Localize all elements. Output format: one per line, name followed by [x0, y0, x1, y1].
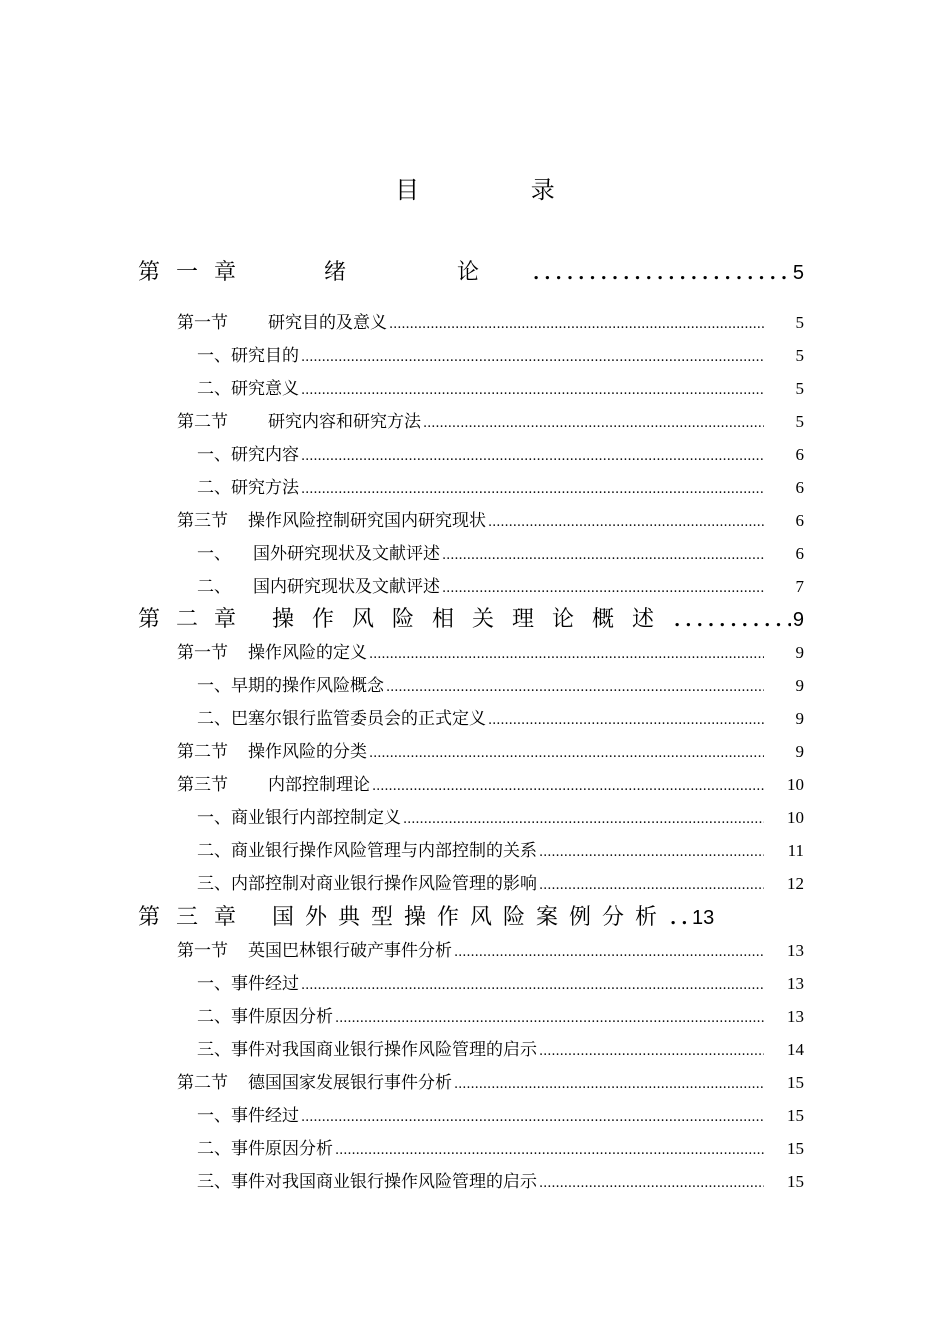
toc-section-label [177, 936, 452, 961]
toc-subsection-label [197, 572, 440, 597]
toc-chapter-title: 国外典型操作风险案例分析 [272, 905, 669, 930]
toc-subsection-label [197, 1167, 537, 1192]
toc-section-label [177, 638, 367, 663]
toc-subsection-label [197, 1002, 333, 1027]
toc-chapter-label [138, 602, 672, 633]
toc-chapter-title: 绪 论 [324, 260, 532, 285]
toc-subsection-number: 二、 [197, 841, 231, 861]
toc-subsection-title: 事件对我国商业银行操作风险管理的启示 [231, 1172, 537, 1192]
toc-section[interactable] [177, 308, 804, 334]
toc-section-title: 德国国家发展银行事件分析 [248, 1073, 452, 1093]
toc-page-number: 10 [787, 808, 804, 827]
toc-subsection-label [197, 803, 401, 828]
page-title: 目 录 [395, 176, 607, 204]
toc-subsection-title: 事件经过 [231, 974, 299, 994]
toc-leader-dots [488, 515, 764, 530]
toc-subsection-number: 二、 [197, 709, 231, 729]
toc-subsection-title: 国外研究现状及文献评述 [253, 544, 440, 564]
toc-subsection-title: 研究内容 [231, 445, 299, 465]
toc-subsection[interactable] [197, 836, 804, 862]
toc-leader-dots [442, 581, 764, 596]
toc-subsection-number: 一、 [197, 544, 231, 564]
toc-leader-dots [301, 383, 764, 398]
toc-chapter-1[interactable] [138, 255, 804, 289]
toc-section[interactable] [177, 506, 804, 532]
toc-subsection[interactable] [197, 572, 804, 598]
toc-page-number: 13 [787, 974, 804, 993]
toc-subsection-number: 一、 [197, 445, 231, 465]
toc-subsection-label [197, 869, 537, 894]
toc-section[interactable] [177, 638, 804, 664]
toc-leader-dots [539, 845, 764, 860]
toc-leader-dots [301, 482, 764, 497]
toc-page-number: 5 [795, 346, 804, 365]
toc-subsection-label [197, 374, 299, 399]
toc-page-number: 6 [795, 544, 804, 563]
toc-subsection[interactable] [197, 1134, 804, 1160]
toc-section-label [177, 407, 421, 432]
toc-page-number: 15 [787, 1139, 804, 1158]
toc-subsection[interactable] [197, 440, 804, 466]
toc-subsection-number: 二、 [197, 1139, 231, 1159]
toc-section-title: 内部控制理论 [268, 775, 370, 795]
toc-subsection-label [197, 969, 299, 994]
toc-chapter-3[interactable] [138, 900, 804, 934]
toc-subsection-number: 一、 [197, 676, 231, 696]
toc-subsection-number: 二、 [197, 478, 231, 498]
toc-leader-dots [301, 449, 764, 464]
toc-subsection-number: 三、 [197, 1040, 231, 1060]
toc-subsection-label [197, 1134, 333, 1159]
toc-section-number: 第二节 [177, 742, 228, 762]
toc-subsection-number: 二、 [197, 1007, 231, 1027]
toc-page-number: 10 [787, 775, 804, 794]
toc-subsection-label [197, 1101, 299, 1126]
toc-section-number: 第一节 [177, 941, 228, 961]
toc-section-title: 操作风险的分类 [248, 742, 367, 762]
toc-section-number: 第一节 [177, 643, 228, 663]
toc-page-number: 7 [795, 577, 804, 596]
toc-leader-dots [301, 350, 764, 365]
toc-leader-dots [454, 945, 764, 960]
toc-page-number: 13 [787, 1007, 804, 1026]
toc-subsection-label [197, 473, 299, 498]
toc-subsection-title: 研究意义 [231, 379, 299, 399]
toc-leader-dots [386, 680, 764, 695]
toc-subsection[interactable] [197, 1002, 804, 1028]
toc-leader-dots [369, 746, 764, 761]
toc-section-title: 研究内容和研究方法 [268, 412, 421, 432]
toc-leader-dots [423, 416, 764, 431]
toc-subsection-title: 巴塞尔银行监管委员会的正式定义 [231, 709, 486, 729]
toc-section[interactable] [177, 407, 804, 433]
toc-subsection[interactable] [197, 374, 804, 400]
toc-page-number: 6 [795, 511, 804, 530]
toc-subsection-number: 三、 [197, 1172, 231, 1192]
toc-subsection[interactable] [197, 1101, 804, 1127]
toc-subsection[interactable] [197, 969, 804, 995]
toc-leader-dots [488, 713, 764, 728]
toc-section-number: 第三节 [177, 511, 228, 531]
toc-page-number: 6 [795, 445, 804, 464]
toc-chapter-number: 第一章 [138, 260, 253, 285]
toc-chapter-label [138, 900, 668, 931]
toc-leader-dots [335, 1143, 764, 1158]
toc-leader-dots [301, 1110, 764, 1125]
toc-page-number: 5 [795, 313, 804, 332]
toc-section-title: 操作风险控制研究国内研究现状 [248, 511, 486, 531]
toc-leader-dots [539, 1176, 764, 1191]
toc-subsection-title: 内部控制对商业银行操作风险管理的影响 [231, 874, 537, 894]
toc-chapter-number: 第三章 [138, 905, 253, 930]
toc-subsection-label [197, 539, 440, 564]
toc-page-number: 9 [792, 609, 804, 631]
toc-subsection[interactable] [197, 341, 804, 367]
toc-subsection-label [197, 836, 537, 861]
toc-subsection-number: 一、 [197, 808, 231, 828]
toc-section-label [177, 770, 370, 795]
toc-leader-dots [454, 1077, 764, 1092]
toc-page-number: 6 [795, 478, 804, 497]
toc-subsection[interactable] [197, 671, 804, 697]
toc-page-number: 15 [787, 1073, 804, 1092]
toc-subsection-title: 研究方法 [231, 478, 299, 498]
toc-subsection-label [197, 440, 299, 465]
toc-subsection-label [197, 341, 299, 366]
toc-page-number: 9 [795, 676, 804, 695]
toc-leader-dots [403, 812, 764, 827]
toc-page-number: 15 [787, 1172, 804, 1191]
toc-chapter-title: 操作风险相关理论概述 [272, 607, 673, 632]
toc-leader-dots [539, 1044, 764, 1059]
toc-subsection-title: 早期的操作风险概念 [231, 676, 384, 696]
toc-leader-dots [674, 610, 791, 631]
toc-section[interactable] [177, 936, 804, 962]
toc-page-number: 5 [795, 379, 804, 398]
toc-subsection-number: 二、 [197, 577, 231, 597]
toc-subsection[interactable] [197, 1035, 804, 1061]
toc-section-title: 研究目的及意义 [268, 313, 387, 333]
toc-leader-dots [533, 263, 791, 284]
toc-chapter-2[interactable] [138, 602, 804, 636]
toc-subsection[interactable] [197, 704, 804, 730]
toc-subsection[interactable] [197, 1167, 804, 1193]
toc-leader-dots [442, 548, 764, 563]
toc-subsection-label [197, 1035, 537, 1060]
toc-subsection-title: 事件经过 [231, 1106, 299, 1126]
toc-subsection-title: 事件原因分析 [231, 1007, 333, 1027]
toc-page-number: 9 [795, 643, 804, 662]
toc-leader-dots [369, 647, 764, 662]
toc-subsection[interactable] [197, 473, 804, 499]
toc-page-number: 13 [692, 907, 715, 929]
toc-subsection-number: 一、 [197, 346, 231, 366]
toc-section-label [177, 506, 486, 531]
toc-subsection-number: 一、 [197, 974, 231, 994]
toc-section-number: 第一节 [177, 313, 228, 333]
toc-section[interactable] [177, 1068, 804, 1094]
toc-subsection-title: 商业银行内部控制定义 [231, 808, 401, 828]
toc-section-label [177, 308, 387, 333]
toc-subsection[interactable] [197, 869, 804, 895]
toc-section-label [177, 1068, 452, 1093]
toc-section[interactable] [177, 770, 804, 796]
toc-page-number: 9 [795, 742, 804, 761]
toc-leader-dots [335, 1011, 764, 1026]
toc-chapter-number: 第二章 [138, 607, 253, 632]
toc-chapter-label [138, 255, 531, 286]
toc-page-number: 9 [795, 709, 804, 728]
toc-subsection-title: 商业银行操作风险管理与内部控制的关系 [231, 841, 537, 861]
toc-page-number: 11 [787, 841, 804, 860]
toc-subsection-label [197, 704, 486, 729]
toc-section-number: 第三节 [177, 775, 228, 795]
toc-section-number: 第二节 [177, 412, 228, 432]
toc-section-title: 操作风险的定义 [248, 643, 367, 663]
toc-page-number: 12 [787, 874, 804, 893]
toc-subsection-number: 二、 [197, 379, 231, 399]
toc-subsection[interactable] [197, 539, 804, 565]
toc-subsection-title: 研究目的 [231, 346, 299, 366]
toc-page-number: 14 [787, 1040, 804, 1059]
toc-page-number: 13 [787, 941, 804, 960]
toc-page-number: 15 [787, 1106, 804, 1125]
toc-subsection-number: 三、 [197, 874, 231, 894]
toc-leader-dots [301, 978, 764, 993]
toc-page-number: 5 [795, 412, 804, 431]
toc-leader-dots [389, 317, 764, 332]
toc-section[interactable] [177, 737, 804, 763]
toc-section-title: 英国巴林银行破产事件分析 [248, 941, 452, 961]
toc-subsection-title: 国内研究现状及文献评述 [253, 577, 440, 597]
toc-subsection-label [197, 671, 384, 696]
toc-subsection-number: 一、 [197, 1106, 231, 1126]
toc-leader-dots [539, 878, 764, 893]
toc-leader-dots [372, 779, 764, 794]
toc-section-label [177, 737, 367, 762]
toc-subsection-title: 事件对我国商业银行操作风险管理的启示 [231, 1040, 537, 1060]
toc-subsection[interactable] [197, 803, 804, 829]
toc-leader-dots [670, 908, 690, 929]
toc-subsection-title: 事件原因分析 [231, 1139, 333, 1159]
toc-page-number: 5 [792, 262, 804, 284]
toc-section-number: 第二节 [177, 1073, 228, 1093]
